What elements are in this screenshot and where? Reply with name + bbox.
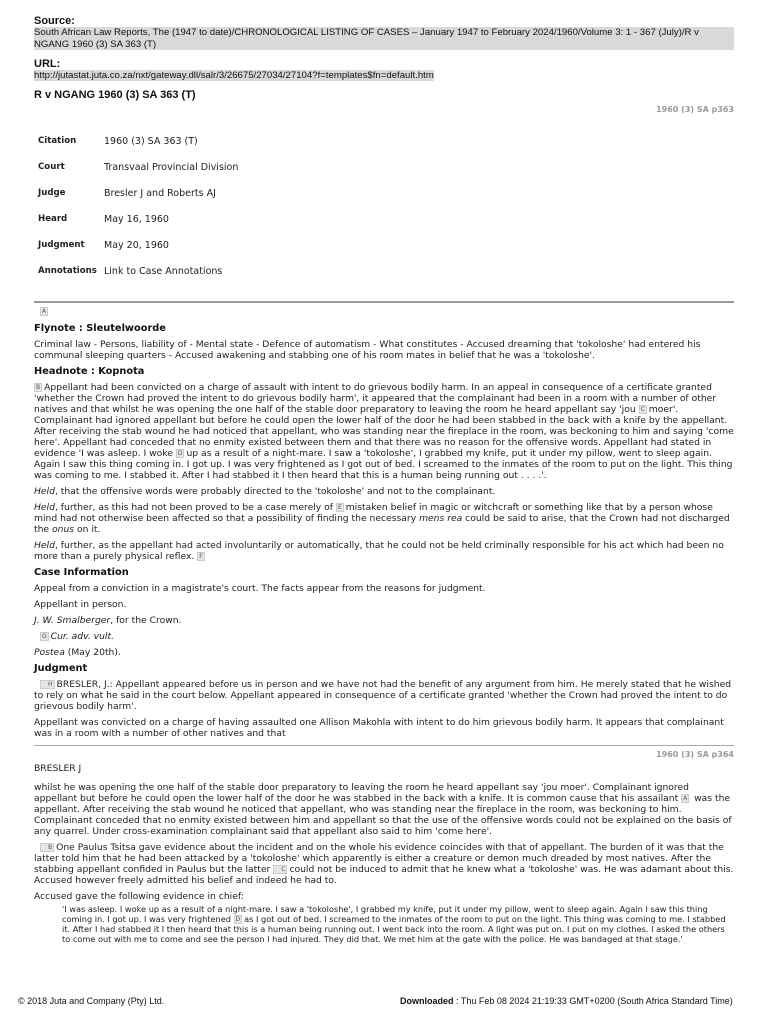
case-meta-table: [38, 129, 238, 285]
meta-key: Citation: [38, 136, 77, 146]
body-para-1: whilst he was opening the one half of the stable door preparatory to leaving the room he heard appellant say 'jou moer'. Complainant ignored appellant but before he could open the lower half of the door he was stabbed in the back with a knife. It is common cause that his assailant A was the appellant. After receiving the stab wound he noticed that appellant, who was standing near the fireplace in the room, was beckoning to him. Complainant conceded that no enmity existed between him and appellant so that the use of the offensive words could not be explained on the basis of any quarrel. Under cross-examination complainant said that appellant also said to him 'come here'.: [34, 781, 732, 837]
meta-row-court: [38, 155, 238, 181]
margin-marker: F: [199, 552, 203, 560]
evidence-quote: 'I was asleep. I woke up as a result of a night-mare. I saw a 'tokoloshe', I grabbed my knife, put it under my pillow, went to sleep again. Again I saw this thing coming in. I got up. I was very frightened D as I got out of bed. I screamed to the inmates of the room to put on the light. This thing was coming to me. I stabbed it. After I had stabbed it I then heard that this is a human being running out. I went back into the room. A light was put on. I put on my clothes. I asked the others to come out with me to come and see the person I had injured. They did that. We met him at the gate with the police. He was bandaged at that stage.': [62, 903, 726, 944]
flynote-heading: Flynote : Sleutelwoorde: [34, 322, 166, 334]
meta-row-annotations: [38, 259, 238, 285]
meta-key: Heard: [38, 214, 68, 224]
meta-value: Transvaal Provincial Division: [104, 162, 239, 173]
headnote-para-2: Held, that the offensive words were probably directed to the 'tokoloshe' and not to the complainant.: [34, 485, 496, 497]
headnote-para-1: B Appellant had been convicted on a charge of assault with intent to do grievous bodily harm. In an appeal in consequence of a certificate granted 'whether the Crown had proved the intent to do grievous bodily harm', it appeared that the complainant had been in a room with a number of other natives and that whilst he was opening the one half of the stable door preparatory to leaving the room he heard appellant say 'jou C moer'. Complainant had ignored appellant but before he could open the lower half of the door he had been stabbed in the back with a knife by the appellant. After receiving the stab wound he had noticed that appellant, who was standing near the fireplace in the room, was beckoning to him and saying 'come here'. Appellant had conceded that no enmity existed between them and that there was no reason for the offensive words. Appellant had stated in evidence 'I was asleep. I woke D up as a result of a night-mare. I saw a 'tokoloshe', I grabbed my knife, put it under my pillow, went to sleep again. Again I saw this thing coming in. I got up. I was very frightened as I got out of bed. I screamed to the inmates of the room to put on the light. This thing was coming to me. I stabbed it. After I had stabbed it I then heard that this is a human being running out . . . .'.: [34, 381, 734, 481]
source-breadcrumb[interactable]: South African Law Reports, The (1947 to date)/CHRONOLOGICAL LISTING OF CASES – January 1947 to February 2024/1960/Volume 3: 1 - 367 (July)/R v NGANG 1960 (3) SA 363 (T): [34, 27, 734, 50]
meta-key: Judgment: [38, 240, 85, 250]
margin-marker: G: [42, 632, 47, 640]
judgment-para-1: H BRESLER, J.: Appellant appeared before us in person and we have not had the benefit of any argument from him. He merely stated that he wished to rely on what he said in the court below. Appellant appeared in consequence of a certificate granted 'whether the Crown had proved the intent to do grievous bodily harm'.: [34, 678, 732, 712]
margin-marker: A: [683, 794, 688, 802]
margin-marker: D: [177, 449, 183, 457]
meta-row-judgment: [38, 233, 238, 259]
headnote-para-3: Held, further, as this had not been proved to be a case merely of E mistaken belief in magic or witchcraft or something like that by a person whose mind had not otherwise been affected so that a possibility of finding the necessary mens rea could be said to arise, that the Crown had not discharged the onus on it.: [34, 501, 730, 535]
meta-key: Court: [38, 162, 65, 172]
document: [34, 0, 734, 944]
annotations-link[interactable]: Link to Case Annotations: [104, 266, 223, 277]
meta-value: Bresler J and Roberts AJ: [104, 188, 216, 199]
footer: [18, 996, 768, 1007]
page-ref-363: 1960 (3) SA p363: [656, 104, 734, 114]
margin-marker: H: [40, 680, 55, 689]
meta-key: Annotations: [38, 266, 97, 276]
source-label: Source:: [34, 15, 75, 27]
body-para-2: B One Paulus Tsitsa gave evidence about the incident and on the whole his evidence coincides with that of appellant. The burden of it was that the latter told him that he had been attacked by a 'tokoloshe' which apparently is either a creature or demon much dreaded by most natives. After the stabbing appellant confided in Paulus but the latter C could not be induced to admit that he knew what a 'tokoloshe' was. He was adamant about this. Accused however freely admitted his belief and indeed he had to.: [34, 841, 734, 886]
case-title: R v NGANG 1960 (3) SA 363 (T): [34, 88, 196, 101]
flynote-text: Criminal law - Persons, liability of - Mental state - Defence of automatism - What constitutes - Accused dreaming that 'tokoloshe' had entered his communal sleeping quarters - Accused awakening and stabbing one of his room mates in belief that he was a 'tokoloshe'.: [34, 338, 701, 361]
case-info-line: Postea (May 20th).: [34, 646, 121, 658]
margin-marker: D: [235, 915, 241, 923]
meta-key: Judge: [38, 188, 66, 198]
meta-row-judge: [38, 181, 238, 207]
headnote-heading: Headnote : Kopnota: [34, 365, 145, 377]
case-info-line: G Cur. adv. vult.: [42, 630, 114, 642]
download-info: Downloaded : Thu Feb 08 2024 21:19:33 GMT+0200 (South Africa Standard Time): [400, 996, 733, 1006]
case-info-line: J. W. Smalberger, for the Crown.: [34, 614, 182, 626]
page-ref-364: 1960 (3) SA p364: [656, 749, 734, 759]
margin-marker: C: [640, 405, 645, 413]
judgment-heading: Judgment: [34, 662, 88, 674]
copyright: © 2018 Juta and Company (Pty) Ltd.: [18, 996, 165, 1006]
url-label: URL:: [34, 58, 61, 70]
margin-marker: A: [42, 307, 47, 315]
case-info-heading: Case Information: [34, 566, 129, 578]
margin-marker: B: [40, 843, 54, 852]
meta-value: 1960 (3) SA 363 (T): [104, 136, 198, 147]
running-head: BRESLER J: [34, 762, 82, 774]
headnote-para-4: Held, further, as the appellant had acted involuntarily or automatically, that he could not be held criminally responsible for his act which had been no more than a purely physical reflex. F: [34, 539, 724, 562]
meta-value: May 16, 1960: [104, 214, 169, 225]
margin-marker: C: [273, 865, 287, 874]
meta-value: May 20, 1960: [104, 240, 169, 251]
meta-row-citation: [38, 129, 238, 155]
judgment-para-2: Appellant was convicted on a charge of having assaulted one Allison Makohla with intent to do him grievous bodily harm. It appears that complainant was in a room with a number of other natives and that: [34, 716, 724, 739]
margin-marker: B: [36, 383, 41, 391]
meta-row-heard: [38, 207, 238, 233]
case-info-line: Appeal from a conviction in a magistrate's court. The facts appear from the reasons for judgment.: [34, 582, 486, 594]
margin-marker: E: [337, 503, 342, 511]
url-link[interactable]: http://jutastat.juta.co.za/nxt/gateway.dll/salr/3/26675/27034/27104?f=templates$fn=default.htm: [34, 70, 434, 81]
case-info-line: Appellant in person.: [34, 598, 127, 610]
body-para-3: Accused gave the following evidence in chief:: [34, 890, 244, 902]
